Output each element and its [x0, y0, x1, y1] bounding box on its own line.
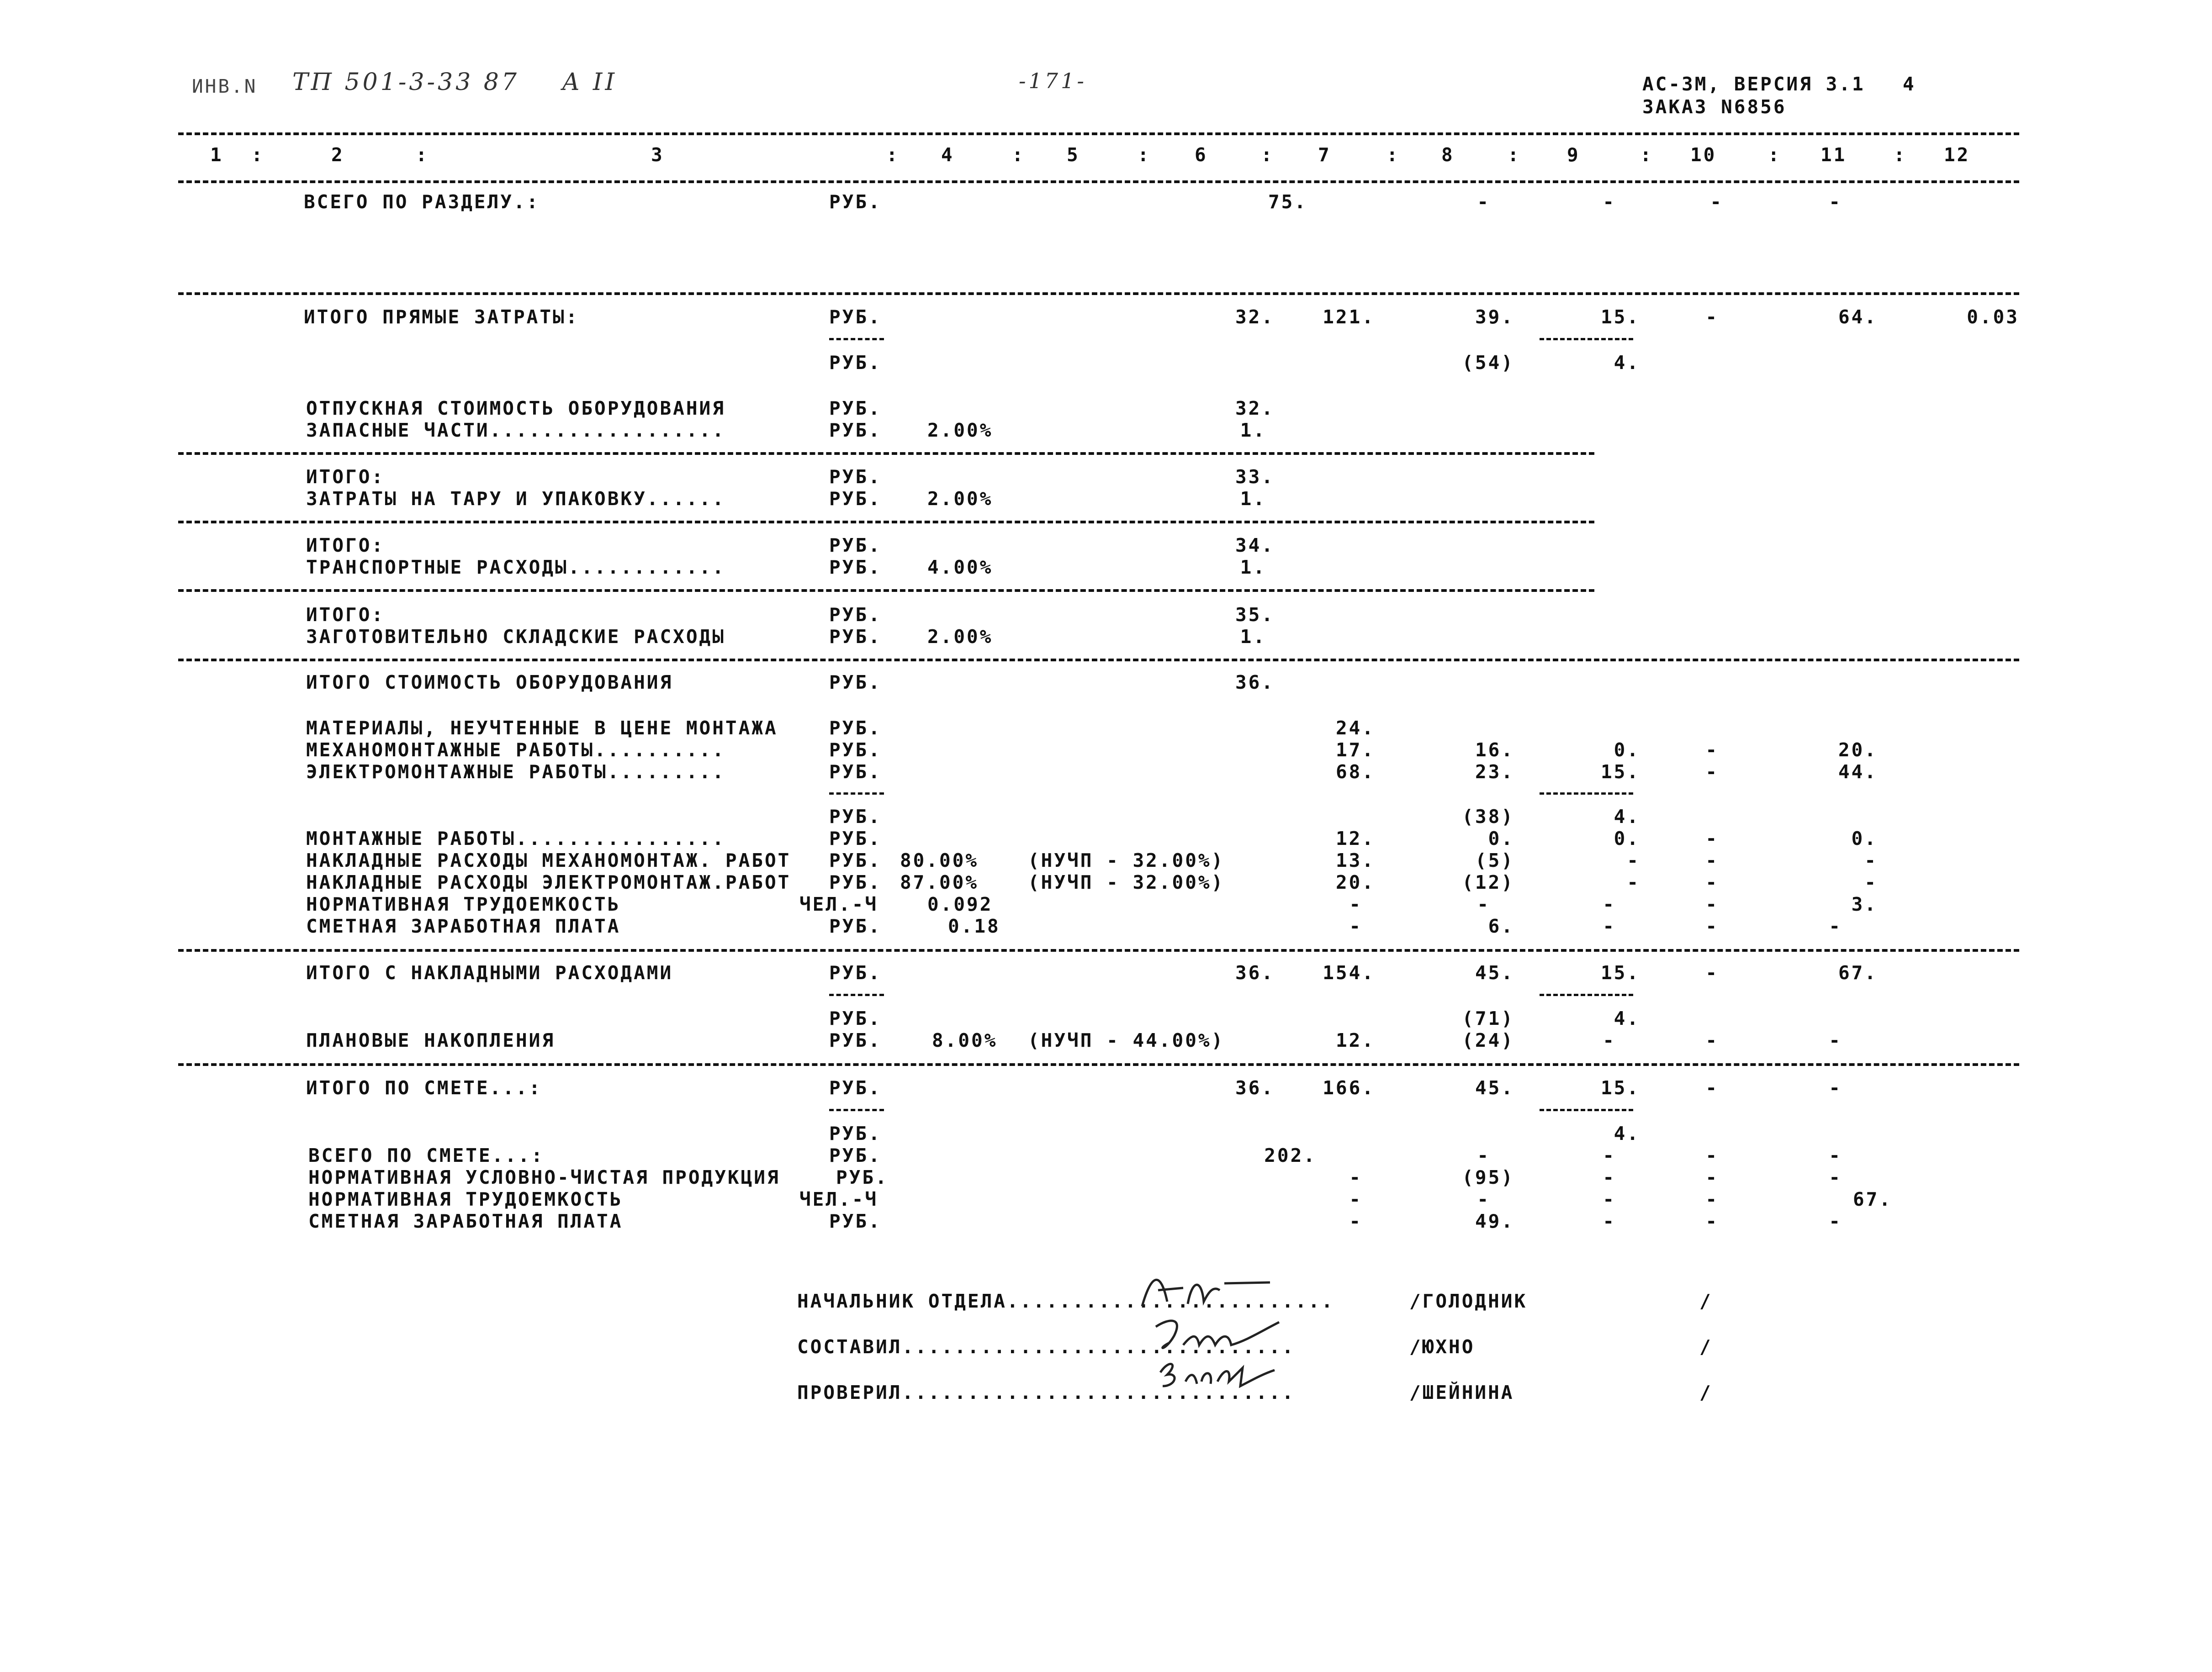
row-unit: РУБ. [829, 419, 882, 441]
cell-col4: 0.18 [948, 915, 1000, 937]
row-label: ИТОГО С НАКЛАДНЫМИ РАСХОДАМИ [306, 962, 673, 984]
cell-col4: 87.00% [900, 871, 979, 893]
cell-col10: - [1705, 915, 1719, 937]
cell-col11: - [1829, 1210, 1842, 1232]
column-separator: : [416, 144, 429, 166]
signature-role: НАЧАЛЬНИК ОТДЕЛА......................... [797, 1290, 1335, 1312]
subrule [1540, 792, 1633, 795]
row-unit: ЧЕЛ.-Ч [799, 893, 878, 915]
handwritten-signature-1 [1133, 1265, 1288, 1315]
cell-col11: - [1829, 1145, 1842, 1166]
cell-col9: - [1603, 191, 1616, 213]
row-unit: РУБ. [829, 1077, 882, 1099]
column-number: 9 [1567, 144, 1580, 166]
row-unit: РУБ. [836, 1166, 889, 1188]
cell-col8: 16. [1475, 739, 1514, 761]
row-label: НОРМАТИВНАЯ УСЛОВНО-ЧИСТАЯ ПРОДУКЦИЯ [308, 1166, 780, 1188]
column-separator: : [1261, 144, 1274, 166]
cell-col8: 45. [1475, 1077, 1514, 1099]
cell-col11: 0. [1851, 828, 1878, 849]
cell-col11: - [1864, 871, 1878, 893]
row-unit: РУБ. [829, 466, 882, 488]
cell-col7: 13. [1335, 849, 1375, 871]
column-number: 2 [331, 144, 344, 166]
version-page: 4 [1903, 73, 1916, 95]
cell-col7: 20. [1335, 871, 1375, 893]
column-separator: : [1386, 144, 1400, 166]
cell-col4: 2.00% [927, 419, 993, 441]
column-separator: : [1138, 144, 1151, 166]
document-mark: А II [562, 69, 617, 96]
inventory-label: ИНВ.N [192, 75, 258, 97]
cell-col11: - [1829, 1077, 1842, 1099]
cell-col8: (71) [1462, 1007, 1514, 1029]
column-number: 1 [210, 144, 223, 166]
cell-col9: 4. [1614, 352, 1640, 374]
row-unit: РУБ. [829, 739, 882, 761]
column-number: 11 [1820, 144, 1847, 166]
cell-col9: 4. [1614, 1007, 1640, 1029]
cell-col7: 68. [1335, 761, 1375, 783]
column-separator: : [1640, 144, 1653, 166]
row-unit: РУБ. [829, 191, 882, 213]
cell-col7: 154. [1323, 962, 1375, 984]
cell-col7: - [1349, 1166, 1362, 1188]
cell-col7: 17. [1335, 739, 1375, 761]
cell-col4: 80.00% [900, 849, 979, 871]
column-number: 8 [1441, 144, 1455, 166]
cell-col10: - [1705, 1188, 1719, 1210]
cell-col8: 49. [1475, 1210, 1514, 1232]
row-unit: РУБ. [829, 871, 882, 893]
subrule [829, 994, 884, 996]
row-unit: РУБ. [829, 962, 882, 984]
subrule [1540, 1109, 1633, 1111]
cell-col6: 1. [1240, 556, 1266, 578]
row-label: ОТПУСКНАЯ СТОИМОСТЬ ОБОРУДОВАНИЯ [306, 397, 725, 419]
cell-col9: - [1627, 849, 1640, 871]
cell-col11: 67. [1852, 1188, 1892, 1210]
row-unit: РУБ. [829, 534, 882, 556]
cell-col7: 24. [1335, 717, 1375, 739]
row-unit: РУБ. [829, 849, 882, 871]
cell-col7: 12. [1335, 1029, 1375, 1051]
cell-col7: - [1349, 1210, 1362, 1232]
row-unit: РУБ. [829, 717, 882, 739]
cell-col10: - [1705, 1029, 1719, 1051]
row-unit: РУБ. [829, 1007, 882, 1029]
cell-col9: - [1603, 893, 1616, 915]
row-label: ИТОГО: [306, 534, 385, 556]
row-label: НОРМАТИВНАЯ ТРУДОЕМКОСТЬ [306, 893, 621, 915]
cell-col5: (НУЧП - 44.00%) [1028, 1029, 1225, 1051]
cell-col9: - [1603, 1210, 1616, 1232]
cell-col11: - [1864, 849, 1878, 871]
cell-col4: 4.00% [927, 556, 993, 578]
cell-col11: 20. [1838, 739, 1878, 761]
cell-col6: 1. [1240, 488, 1266, 510]
cell-col8: 6. [1488, 915, 1514, 937]
cell-col11: 67. [1838, 962, 1878, 984]
signature-name: /ЮХНО [1409, 1336, 1475, 1358]
cell-col11: - [1829, 1166, 1842, 1188]
row-unit: РУБ. [829, 828, 882, 849]
signature-end: / [1699, 1382, 1713, 1403]
row-label: ИТОГО ПО СМЕТЕ...: [306, 1077, 542, 1099]
subrule [829, 338, 884, 340]
row-unit: РУБ. [829, 1210, 882, 1232]
row-label: ЗАТРАТЫ НА ТАРУ И УПАКОВКУ...... [306, 488, 725, 510]
cell-col10: - [1705, 962, 1719, 984]
cell-col8: - [1477, 1145, 1490, 1166]
row-label: ВСЕГО ПО СМЕТЕ...: [308, 1145, 545, 1166]
cell-col4: 2.00% [927, 626, 993, 648]
row-label: НАКЛАДНЫЕ РАСХОДЫ МЕХАНОМОНТАЖ. РАБОТ [306, 849, 791, 871]
cell-col9: - [1603, 1029, 1616, 1051]
cell-col11: 64. [1838, 306, 1878, 328]
cell-col11: - [1829, 191, 1842, 213]
signature-role: ПРОВЕРИЛ.............................. [797, 1382, 1295, 1403]
cell-col10: - [1705, 871, 1719, 893]
cell-col8: (95) [1462, 1166, 1514, 1188]
cell-col8: (54) [1462, 352, 1514, 374]
column-number: 7 [1318, 144, 1331, 166]
cell-col9: 15. [1600, 962, 1640, 984]
row-unit: РУБ. [829, 626, 882, 648]
cell-col7: 166. [1323, 1077, 1375, 1099]
cell-col8: 0. [1488, 828, 1514, 849]
cell-col7: - [1349, 915, 1362, 937]
cell-col10: - [1710, 191, 1723, 213]
section-rule [178, 452, 1594, 455]
subrule [829, 1109, 884, 1111]
section-rule [178, 521, 1594, 523]
cell-col8: (5) [1475, 849, 1514, 871]
section-rule [178, 1063, 2019, 1066]
order-number: ЗАКАЗ N6856 [1642, 96, 1787, 118]
row-label: МЕХАНОМОНТАЖНЫЕ РАБОТЫ.......... [306, 739, 725, 761]
cell-col4: 2.00% [927, 488, 993, 510]
cell-col10: - [1705, 1166, 1719, 1188]
cell-col5: (НУЧП - 32.00%) [1028, 871, 1225, 893]
row-unit: РУБ. [829, 306, 882, 328]
cell-col6: 36. [1235, 1077, 1275, 1099]
cell-col10: - [1705, 849, 1719, 871]
signature-name: /ГОЛОДНИК [1409, 1290, 1528, 1312]
document-code: ТП 501-3-33 87 [292, 69, 519, 96]
cell-col9: 15. [1600, 761, 1640, 783]
row-label: ЗАПАСНЫЕ ЧАСТИ.................. [306, 419, 725, 441]
header-top-rule [178, 132, 2019, 135]
column-number: 10 [1690, 144, 1717, 166]
row-unit: РУБ. [829, 1029, 882, 1051]
cell-col10: - [1705, 893, 1719, 915]
cell-col11: - [1829, 915, 1842, 937]
section-rule [178, 292, 2019, 295]
cell-col8: 23. [1475, 761, 1514, 783]
signature-end: / [1699, 1336, 1713, 1358]
column-number: 4 [941, 144, 954, 166]
cell-col10: - [1705, 739, 1719, 761]
cell-col7: 75. [1268, 191, 1307, 213]
row-label: ИТОГО: [306, 466, 385, 488]
cell-col8: (12) [1462, 871, 1514, 893]
header-bottom-rule [178, 180, 2019, 183]
program-version: АС-3М, ВЕРСИЯ 3.1 [1642, 73, 1865, 95]
row-unit: РУБ. [829, 397, 882, 419]
row-label: ПЛАНОВЫЕ НАКОПЛЕНИЯ [306, 1029, 555, 1051]
column-number: 6 [1195, 144, 1208, 166]
row-unit: РУБ. [829, 1145, 882, 1166]
cell-col10: - [1705, 828, 1719, 849]
row-label: МОНТАЖНЫЕ РАБОТЫ................ [306, 828, 725, 849]
page-number: -171- [1019, 69, 1087, 93]
cell-col9: - [1603, 1188, 1616, 1210]
row-label: ЭЛЕКТРОМОНТАЖНЫЕ РАБОТЫ......... [306, 761, 725, 783]
row-label: НОРМАТИВНАЯ ТРУДОЕМКОСТЬ [308, 1188, 623, 1210]
cell-col7: - [1349, 1188, 1362, 1210]
cell-col6: 1. [1240, 626, 1266, 648]
cell-col6: 36. [1235, 962, 1275, 984]
row-label: МАТЕРИАЛЫ, НЕУЧТЕННЫЕ В ЦЕНЕ МОНТАЖА [306, 717, 778, 739]
row-unit: РУБ. [829, 761, 882, 783]
cell-col7: 121. [1323, 306, 1375, 328]
cell-col9: 15. [1600, 306, 1640, 328]
column-separator: : [1012, 144, 1025, 166]
cell-col11: 44. [1838, 761, 1878, 783]
section-rule [178, 589, 1594, 592]
row-label: СМЕТНАЯ ЗАРАБОТНАЯ ПЛАТА [308, 1210, 623, 1232]
cell-col9: - [1603, 915, 1616, 937]
row-unit: ЧЕЛ.-Ч [799, 1188, 878, 1210]
section-rule [178, 659, 2019, 661]
subrule [829, 792, 884, 795]
cell-col7: 12. [1335, 828, 1375, 849]
cell-col7: - [1349, 893, 1362, 915]
section-rule [178, 949, 2019, 952]
cell-col9: 4. [1614, 806, 1640, 828]
column-number: 3 [651, 144, 664, 166]
handwritten-signature-3 [1151, 1350, 1288, 1395]
column-number: 5 [1067, 144, 1080, 166]
column-number: 12 [1944, 144, 1970, 166]
cell-col11: 3. [1851, 893, 1878, 915]
cell-col10: - [1705, 1145, 1719, 1166]
cell-col10: - [1705, 1077, 1719, 1099]
cell-col9: - [1627, 871, 1640, 893]
cell-col9: 4. [1614, 1123, 1640, 1145]
column-separator: : [251, 144, 265, 166]
subrule [1540, 338, 1633, 340]
subrule [1540, 994, 1633, 996]
signature-role: СОСТАВИЛ.............................. [797, 1336, 1295, 1358]
cell-col9: - [1603, 1145, 1616, 1166]
row-unit: РУБ. [829, 352, 882, 374]
cell-col9: - [1603, 1166, 1616, 1188]
column-separator: : [1768, 144, 1781, 166]
cell-col6: 32. [1235, 397, 1275, 419]
row-label: ТРАНСПОРТНЫЕ РАСХОДЫ............ [306, 556, 725, 578]
cell-col9: 0. [1614, 828, 1640, 849]
cell-col6: 202. [1264, 1145, 1317, 1166]
column-separator: : [1508, 144, 1521, 166]
cell-col6: 36. [1235, 671, 1275, 693]
row-label: ИТОГО СТОИМОСТЬ ОБОРУДОВАНИЯ [306, 671, 673, 693]
row-unit: РУБ. [829, 488, 882, 510]
cell-col11: - [1829, 1029, 1842, 1051]
cell-col10: - [1705, 761, 1719, 783]
signature-name: /ШЕЙНИНА [1409, 1382, 1514, 1403]
cell-col8: (24) [1462, 1029, 1514, 1051]
cell-col8: - [1477, 893, 1490, 915]
cell-col8: - [1477, 1188, 1490, 1210]
cell-col6: 33. [1235, 466, 1275, 488]
row-label: СМЕТНАЯ ЗАРАБОТНАЯ ПЛАТА [306, 915, 621, 937]
row-unit: РУБ. [829, 604, 882, 626]
row-unit: РУБ. [829, 556, 882, 578]
cell-col8: 45. [1475, 962, 1514, 984]
row-unit: РУБ. [829, 671, 882, 693]
row-unit: РУБ. [829, 1123, 882, 1145]
cell-col9: 15. [1600, 1077, 1640, 1099]
cell-col8: 39. [1475, 306, 1514, 328]
cell-col10: - [1705, 1210, 1719, 1232]
cell-col8: - [1477, 191, 1490, 213]
cell-col12: 0.03 [1967, 306, 2019, 328]
column-separator: : [886, 144, 900, 166]
row-label: НАКЛАДНЫЕ РАСХОДЫ ЭЛЕКТРОМОНТАЖ.РАБОТ [306, 871, 791, 893]
row-unit: РУБ. [829, 915, 882, 937]
cell-col6: 34. [1235, 534, 1275, 556]
cell-col4: 8.00% [932, 1029, 998, 1051]
cell-col4: 0.092 [927, 893, 993, 915]
cell-col10: - [1705, 306, 1719, 328]
signature-end: / [1699, 1290, 1713, 1312]
row-label: ИТОГО: [306, 604, 385, 626]
cell-col6: 35. [1235, 604, 1275, 626]
cell-col6: 1. [1240, 419, 1266, 441]
cell-col6: 32. [1235, 306, 1275, 328]
cell-col9: 0. [1614, 739, 1640, 761]
cell-col5: (НУЧП - 32.00%) [1028, 849, 1225, 871]
row-label: ВСЕГО ПО РАЗДЕЛУ.: [304, 191, 540, 213]
row-unit: РУБ. [829, 806, 882, 828]
row-label: ИТОГО ПРЯМЫЕ ЗАТРАТЫ: [304, 306, 579, 328]
cell-col8: (38) [1462, 806, 1514, 828]
column-separator: : [1894, 144, 1907, 166]
row-label: ЗАГОТОВИТЕЛЬНО СКЛАДСКИЕ РАСХОДЫ [306, 626, 725, 648]
